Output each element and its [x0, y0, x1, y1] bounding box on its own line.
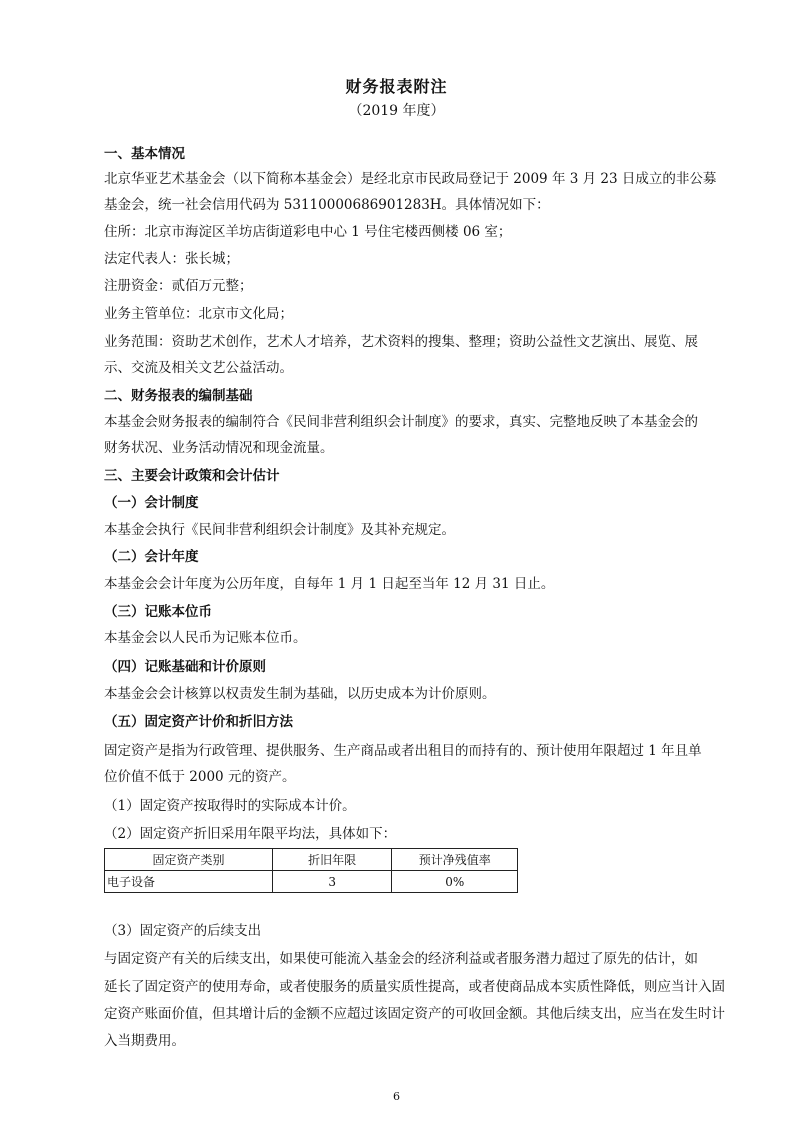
paragraph-line: 基金会，统一社会信用代码为 53110000686901283H。具体情况如下：: [104, 197, 550, 213]
paragraph-line: 注册资金：贰佰万元整；: [104, 278, 253, 294]
paragraph-line: 示、交流及相关文艺公益活动。: [104, 360, 293, 376]
paragraph-line: 本基金会会计核算以权责发生制为基础，以历史成本为计价原则。: [104, 686, 496, 702]
subsection-heading: （五）固定资产计价和折旧方法: [104, 714, 293, 730]
subsection-heading: （三）记账本位币: [104, 604, 212, 620]
table-header-cell: 预计净残值率: [392, 849, 518, 871]
paragraph-line: 本基金会会计年度为公历年度，自每年 1 月 1 日起至当年 12 月 31 日止。: [104, 576, 555, 592]
paragraph-line: （2）固定资产折旧采用年限平均法，具体如下：: [104, 826, 397, 842]
paragraph-line: 本基金会执行《民间非营利组织会计制度》及其补充规定。: [104, 522, 455, 538]
table-header-cell: 固定资产类别: [105, 849, 273, 871]
table-cell: 0%: [392, 871, 518, 893]
paragraph-line: 财务状况、业务活动情况和现金流量。: [104, 440, 334, 456]
section-heading: 二、财务报表的编制基础: [104, 388, 253, 404]
paragraph-line: 法定代表人：张长城；: [104, 251, 239, 267]
table-header-row: [105, 849, 518, 871]
paragraph-line: 业务主管单位：北京市文化局；: [104, 306, 293, 322]
subsection-heading: （二）会计年度: [104, 549, 199, 565]
paragraph-line: 业务范围：资助艺术创作，艺术人才培养，艺术资料的搜集、整理；资助公益性文艺演出、展览、展: [104, 334, 698, 350]
subsection-heading: （一）会计制度: [104, 495, 199, 511]
table-row: [105, 871, 518, 893]
paragraph-line: 本基金会以人民币为记账本位币。: [104, 630, 307, 646]
subsection-heading: （四）记账基础和计价原则: [104, 659, 266, 675]
paragraph-line: 固定资产是指为行政管理、提供服务、生产商品或者出租目的而持有的、预计使用年限超过 1 年且单: [104, 743, 702, 759]
paragraph-line: 与固定资产有关的后续支出，如果使可能流入基金会的经济利益或者服务潜力超过了原先的估计，如: [104, 951, 698, 967]
paragraph-line: 位价值不低于 2000 元的资产。: [104, 769, 296, 785]
paragraph-line: 入当期费用。: [104, 1033, 185, 1049]
paragraph-line: （1）固定资产按取得时的实际成本计价。: [104, 798, 356, 814]
paragraph-line: 北京华亚艺术基金会（以下简称本基金会）是经北京市民政局登记于 2009 年 3 月 23 日成立的非公募: [104, 171, 717, 187]
section-heading: 一、基本情况: [104, 146, 185, 162]
fixed-asset-table: [104, 848, 518, 893]
paragraph-line: 定资产账面价值，但其增计后的金额不应超过该固定资产的可收回金额。其他后续支出，应当在发生时计: [104, 1006, 725, 1022]
paragraph-line: 延长了固定资产的使用寿命，或者使服务的质量实质性提高，或者使商品成本实质性降低，则应当计入固: [104, 979, 725, 995]
paragraph-line: 本基金会财务报表的编制符合《民间非营利组织会计制度》的要求，真实、完整地反映了本基金会的: [104, 414, 698, 430]
table-cell: 3: [272, 871, 392, 893]
page-subtitle: （2019 年度）: [348, 103, 445, 119]
table-cell: 电子设备: [105, 871, 273, 893]
page-title: 财务报表附注: [345, 77, 448, 96]
page-number: 6: [393, 1090, 400, 1103]
section-heading: 三、主要会计政策和会计估计: [104, 468, 280, 484]
paragraph-line: 住所：北京市海淀区羊坊店街道彩电中心 1 号住宅楼西侧楼 06 室；: [104, 224, 512, 240]
table-header-cell: 折旧年限: [272, 849, 392, 871]
paragraph-line: （3）固定资产的后续支出: [104, 923, 262, 939]
